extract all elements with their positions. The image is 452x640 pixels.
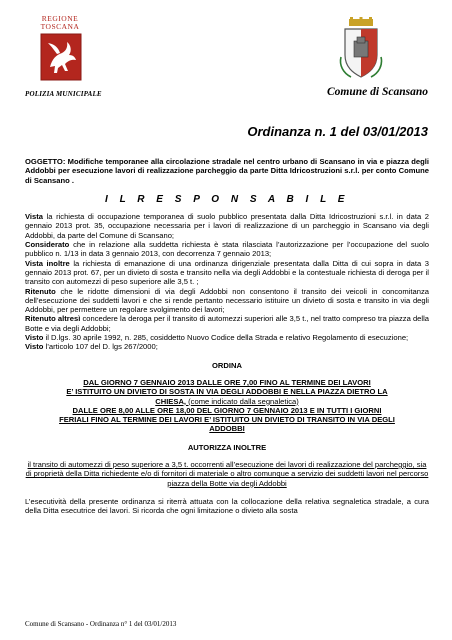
polizia-municipale-label: POLIZIA MUNICIPALE bbox=[25, 90, 102, 98]
premise-lead: Considerato bbox=[25, 240, 70, 250]
ordina-line-note: (come indicato dalla segnaletica) bbox=[186, 396, 299, 406]
ordina-line bbox=[25, 397, 429, 406]
comune-label: Comune di Scansano bbox=[327, 86, 428, 98]
premise-text: la richiesta di emanazione di una ordinanza dirigenziale presentata dalla Ditta di cui sopra in data 3 gennaio 2013 prot. 67, per un divieto di sosta e transito nella via degli Addobbi e la contestuale richiesta di deroga per il transito con automezzi di peso superiore alle 3,5 t. ; bbox=[25, 258, 429, 287]
spacer bbox=[25, 488, 429, 497]
document-body bbox=[25, 157, 429, 516]
responsabile-title: I L R E S P O N S A B I L E bbox=[105, 193, 349, 205]
premise-lead: Ritenuto altresì bbox=[25, 314, 81, 324]
ordina-block bbox=[25, 378, 429, 434]
autorizza-paragraph: il transito di automezzi di peso superiore a 3,5 t. occorrenti all’esecuzione dei lavori di realizzazione del parcheggio, sia di proprietà della Ditta richiedente e/o di fornitori di materiale o altro comunque a servizio dei suddetti lavori nel percorso piazza della Botte via degli Addobbi bbox=[25, 460, 429, 488]
premise-text: che in relazione alla suddetta richiesta è stata rilasciata l’autorizzazione per l’occupazione del suolo pubblico n. 1/13 in data 3 gennaio 2013, con decorrenza 7 gennaio 2013; bbox=[25, 240, 429, 259]
ordina-line: DALLE ORE 8,00 ALLE ORE 18,00 DEL GIORNO 7 GENNAIO 2013 E IN TUTTI I GIORNI bbox=[72, 405, 382, 415]
premise-paragraph bbox=[25, 333, 429, 342]
regione-toscana-logo bbox=[40, 15, 110, 87]
premise-lead: Vista bbox=[25, 212, 44, 222]
premise-lead: Visto bbox=[25, 333, 44, 343]
comune-crest bbox=[337, 17, 385, 83]
premise-paragraph bbox=[25, 342, 429, 351]
premise-text: l’articolo 107 del D. lgs 267/2000; bbox=[43, 342, 158, 352]
footer-text: Comune di Scansano - Ordinanza n° 1 del 03/01/2013 bbox=[25, 620, 177, 628]
premise-paragraph bbox=[25, 259, 429, 287]
premise-lead: Visto bbox=[25, 342, 44, 352]
premise-text: concedere la deroga per il transito di automezzi superiori alle 3,5 t., nel tratto compreso tra piazza della Botte e via degli Addobbi; bbox=[25, 314, 430, 333]
premise-text: la richiesta di occupazione temporanea di suolo pubblico presentata dalla Ditta Idricostruzioni s.r.l. in data 2 gennaio 2013 prot. 35, occupazione necessaria per i lavori di realizzazione di un parcheggio in Scansano via degli Addobbi, da parte del Comune di Scansano; bbox=[25, 212, 429, 240]
regione-toscana-logo-text: REGIONE TOSCANA bbox=[40, 14, 80, 31]
pegasus-icon bbox=[40, 33, 82, 81]
ordinanza-title: Ordinanza n. 1 del 03/01/2013 bbox=[247, 124, 428, 139]
premise-paragraph bbox=[25, 314, 429, 333]
premise-paragraph bbox=[25, 240, 429, 259]
premise-lead: Vista inoltre bbox=[25, 258, 70, 268]
ordina-line: E’ ISTITUITO UN DIVIETO DI SOSTA IN VIA DEGLI ADDOBBI E NELLA PIAZZA DIETRO LA bbox=[66, 387, 388, 397]
ordina-line: FERIALI FINO AL TERMINE DEI LAVORI E’ ISTITUITO UN DIVIETO DI TRANSITO IN VIA DEGLI bbox=[59, 415, 395, 425]
closing-paragraph: L’esecutività della presente ordinanza si riterrà attuata con la collocazione della relativa segnaletica stradale, a cura della Ditta esecutrice dei lavori. Si ricorda che ogni limitazione o divieto alla sosta bbox=[25, 496, 429, 516]
crest-icon bbox=[337, 17, 385, 83]
premise-paragraph bbox=[25, 212, 429, 240]
premises-list bbox=[25, 212, 429, 351]
ordina-line: ADDOBBI bbox=[209, 424, 245, 434]
ordina-line: DAL GIORNO 7 GENNAIO 2013 DALLE ORE 7,00 FINO AL TERMINE DEI LAVORI bbox=[83, 377, 371, 387]
oggetto-paragraph: OGGETTO: Modifiche temporanee alla circolazione stradale nel centro urbano di Scansano in via e piazza degli Addobbi per esecuzione lavori di realizzazione parcheggio da parte Ditta Idricostruzioni s.r.l. per conto Comune di Scansano . bbox=[25, 157, 429, 185]
ordina-line-bold: CHIESA, bbox=[155, 396, 187, 406]
premise-text: che le ridotte dimensioni di via degli Addobbi non consentono il transito dei veicoli in concomitanza dell’esecuzione dei suddetti lavori e che si rende pertanto necessario istituire un divieto di sosta e transito in via degli Addobbi, per permettere un regolare svolgimento dei lavori; bbox=[25, 286, 429, 315]
autorizza-title: AUTORIZZA INOLTRE bbox=[187, 442, 267, 452]
premise-text: il D.lgs. 30 aprile 1992, n. 285, cosiddetto Nuovo Codice della Strada e relativo Regolamento di esecuzione; bbox=[43, 333, 409, 343]
premise-paragraph bbox=[25, 287, 429, 315]
ordina-title: ORDINA bbox=[212, 360, 242, 370]
premise-lead: Ritenuto bbox=[25, 286, 56, 296]
